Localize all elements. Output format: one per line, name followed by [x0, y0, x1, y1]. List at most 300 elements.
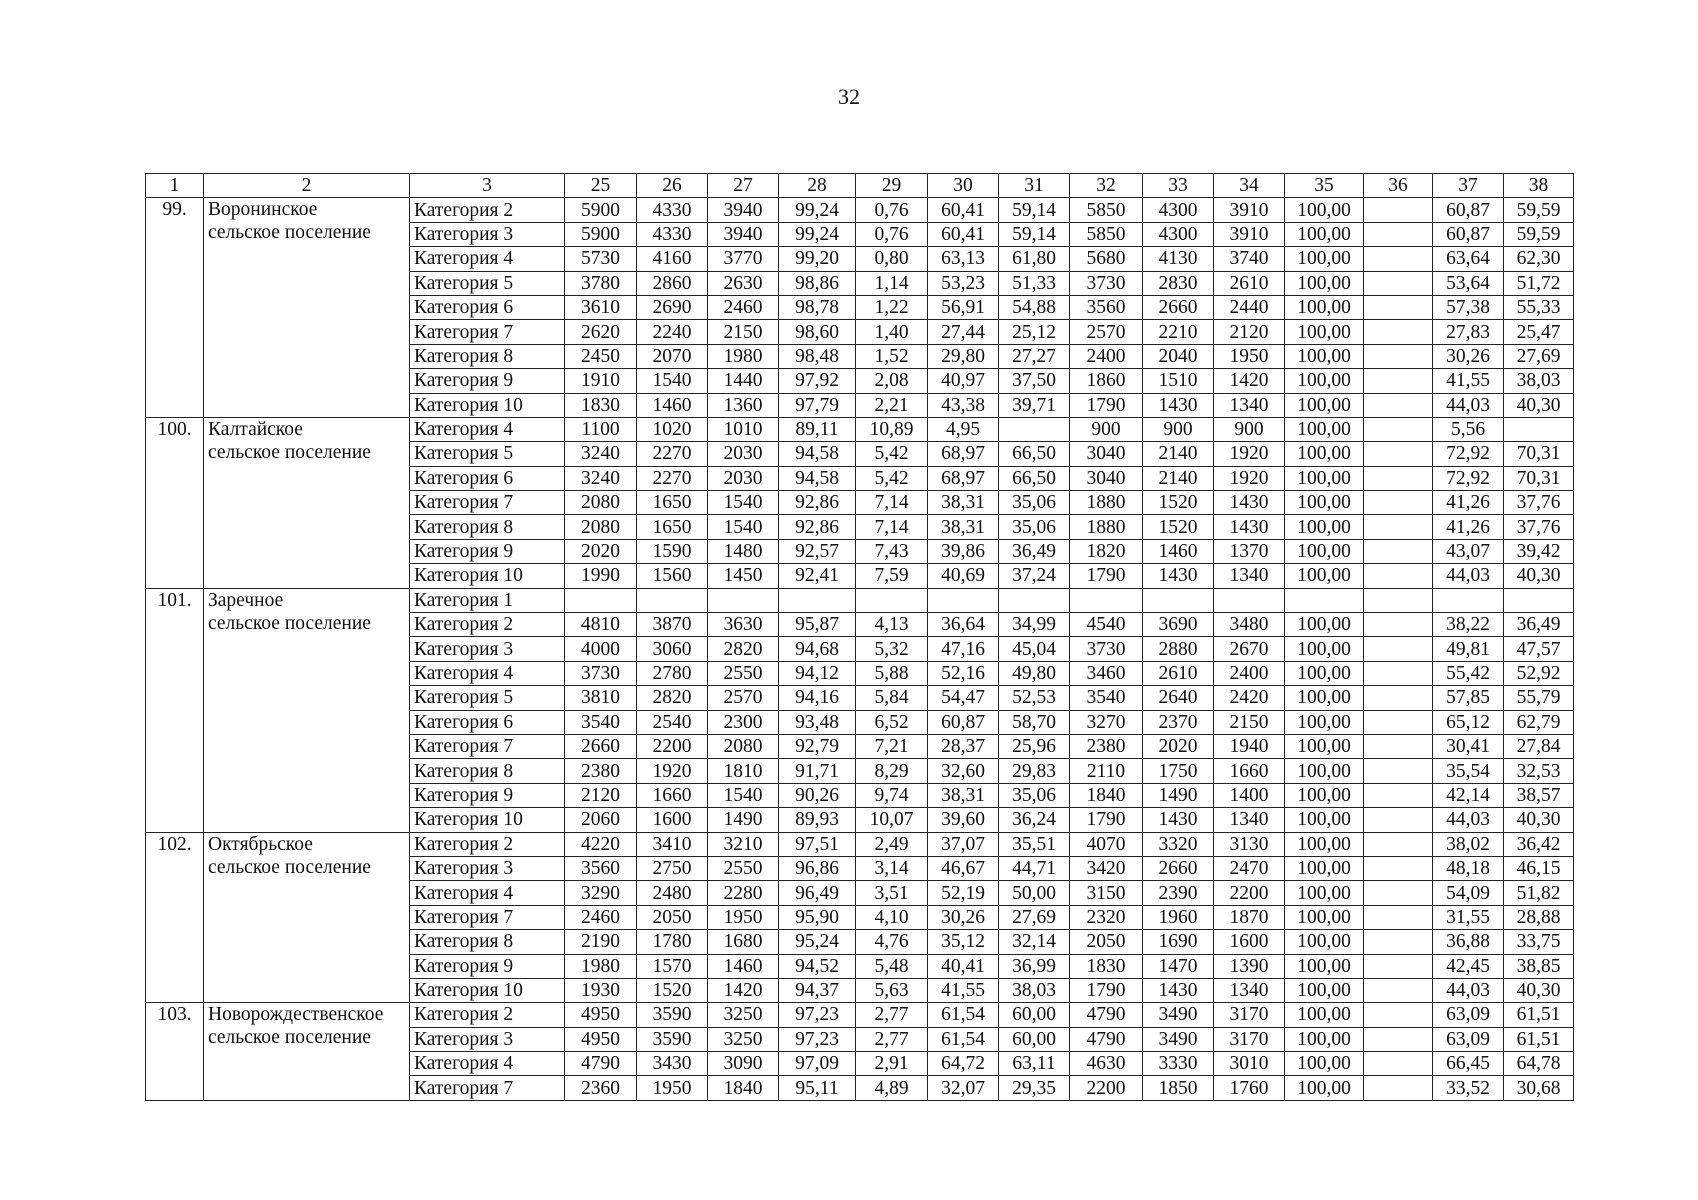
value-cell: 3430 — [637, 1052, 708, 1076]
value-cell: 57,85 — [1433, 686, 1504, 710]
value-cell: 3240 — [565, 442, 637, 466]
value-cell: 1460 — [637, 393, 708, 417]
value-cell: 1960 — [1143, 905, 1214, 929]
value-cell: 100,00 — [1285, 564, 1364, 588]
value-cell — [1070, 588, 1143, 612]
value-cell: 2420 — [1214, 686, 1285, 710]
value-cell: 1560 — [637, 564, 708, 588]
value-cell: 2110 — [1070, 759, 1143, 783]
value-cell: 2270 — [637, 442, 708, 466]
value-cell: 45,04 — [999, 637, 1070, 661]
column-header: 1 — [146, 174, 204, 198]
settlement-name-line: Калтайское — [208, 418, 303, 440]
value-cell: 2030 — [708, 466, 779, 490]
value-cell: 94,37 — [779, 978, 856, 1002]
column-header: 36 — [1364, 174, 1433, 198]
value-cell: 1340 — [1214, 978, 1285, 1002]
value-cell: 63,09 — [1433, 1027, 1504, 1051]
value-cell: 51,33 — [999, 271, 1070, 295]
value-cell: 97,23 — [779, 1003, 856, 1027]
column-header: 37 — [1433, 174, 1504, 198]
value-cell: 92,86 — [779, 491, 856, 515]
category-cell: Категория 10 — [410, 393, 565, 417]
value-cell — [1364, 564, 1433, 588]
value-cell: 1460 — [1143, 539, 1214, 563]
value-cell: 32,14 — [999, 930, 1070, 954]
value-cell: 100,00 — [1285, 1076, 1364, 1100]
value-cell: 2550 — [708, 856, 779, 880]
value-cell: 1850 — [1143, 1076, 1214, 1100]
value-cell: 94,58 — [779, 466, 856, 490]
value-cell: 44,03 — [1433, 978, 1504, 1002]
value-cell: 3330 — [1143, 1052, 1214, 1076]
value-cell: 30,41 — [1433, 734, 1504, 758]
value-cell: 99,24 — [779, 198, 856, 222]
value-cell: 2,21 — [856, 393, 928, 417]
value-cell: 4,76 — [856, 930, 928, 954]
value-cell: 3410 — [637, 832, 708, 856]
value-cell: 98,86 — [779, 271, 856, 295]
category-cell: Категория 5 — [410, 271, 565, 295]
value-cell: 59,59 — [1504, 222, 1574, 246]
value-cell: 94,12 — [779, 661, 856, 685]
value-cell: 100,00 — [1285, 783, 1364, 807]
value-cell: 5,42 — [856, 442, 928, 466]
value-cell: 51,72 — [1504, 271, 1574, 295]
value-cell: 30,68 — [1504, 1076, 1574, 1100]
category-cell: Категория 7 — [410, 1076, 565, 1100]
value-cell: 54,88 — [999, 295, 1070, 319]
value-cell: 2380 — [565, 759, 637, 783]
value-cell — [1364, 783, 1433, 807]
value-cell: 5,84 — [856, 686, 928, 710]
value-cell: 3940 — [708, 222, 779, 246]
value-cell: 1820 — [1070, 539, 1143, 563]
category-cell: Категория 4 — [410, 1052, 565, 1076]
value-cell: 1440 — [708, 369, 779, 393]
value-cell: 2470 — [1214, 856, 1285, 880]
value-cell: 48,18 — [1433, 856, 1504, 880]
category-cell: Категория 1 — [410, 588, 565, 612]
value-cell — [1364, 686, 1433, 710]
value-cell: 4000 — [565, 637, 637, 661]
value-cell: 39,42 — [1504, 539, 1574, 563]
table-row — [146, 198, 1574, 222]
data-table — [145, 173, 1574, 1101]
value-cell: 1790 — [1070, 564, 1143, 588]
value-cell: 4160 — [637, 247, 708, 271]
value-cell: 97,92 — [779, 369, 856, 393]
value-cell: 97,09 — [779, 1052, 856, 1076]
value-cell: 0,76 — [856, 222, 928, 246]
value-cell: 4950 — [565, 1003, 637, 1027]
category-cell: Категория 4 — [410, 881, 565, 905]
value-cell: 56,91 — [928, 295, 999, 319]
value-cell: 2080 — [565, 491, 637, 515]
value-cell: 4810 — [565, 613, 637, 637]
value-cell: 100,00 — [1285, 442, 1364, 466]
value-cell: 62,79 — [1504, 710, 1574, 734]
value-cell: 27,69 — [1504, 344, 1574, 368]
value-cell: 1990 — [565, 564, 637, 588]
value-cell: 61,54 — [928, 1003, 999, 1027]
settlement-name-line: Новорождественское — [208, 1004, 384, 1026]
value-cell — [1364, 1027, 1433, 1051]
value-cell: 96,49 — [779, 881, 856, 905]
value-cell: 92,41 — [779, 564, 856, 588]
value-cell: 3740 — [1214, 247, 1285, 271]
value-cell: 3010 — [1214, 1052, 1285, 1076]
value-cell: 1,40 — [856, 320, 928, 344]
value-cell: 40,69 — [928, 564, 999, 588]
value-cell — [856, 588, 928, 612]
value-cell: 38,31 — [928, 783, 999, 807]
value-cell: 30,26 — [928, 905, 999, 929]
value-cell: 2140 — [1143, 442, 1214, 466]
value-cell: 38,31 — [928, 515, 999, 539]
value-cell: 100,00 — [1285, 466, 1364, 490]
value-cell: 94,16 — [779, 686, 856, 710]
value-cell: 3810 — [565, 686, 637, 710]
value-cell: 100,00 — [1285, 905, 1364, 929]
value-cell: 2280 — [708, 881, 779, 905]
value-cell: 100,00 — [1285, 637, 1364, 661]
value-cell: 1370 — [1214, 539, 1285, 563]
value-cell: 40,41 — [928, 954, 999, 978]
value-cell: 2820 — [708, 637, 779, 661]
value-cell — [1364, 198, 1433, 222]
category-cell: Категория 4 — [410, 247, 565, 271]
value-cell: 2610 — [1143, 661, 1214, 685]
value-cell: 97,51 — [779, 832, 856, 856]
value-cell: 1,14 — [856, 271, 928, 295]
value-cell: 41,26 — [1433, 491, 1504, 515]
column-header: 29 — [856, 174, 928, 198]
value-cell: 2200 — [1214, 881, 1285, 905]
value-cell: 3060 — [637, 637, 708, 661]
value-cell: 36,64 — [928, 613, 999, 637]
value-cell: 60,87 — [928, 710, 999, 734]
value-cell: 51,82 — [1504, 881, 1574, 905]
value-cell: 3540 — [565, 710, 637, 734]
value-cell: 1340 — [1214, 564, 1285, 588]
value-cell: 98,60 — [779, 320, 856, 344]
value-cell: 3590 — [637, 1027, 708, 1051]
value-cell: 100,00 — [1285, 832, 1364, 856]
value-cell: 27,84 — [1504, 734, 1574, 758]
value-cell: 47,57 — [1504, 637, 1574, 661]
category-cell: Категория 7 — [410, 491, 565, 515]
value-cell: 100,00 — [1285, 344, 1364, 368]
column-header: 25 — [565, 174, 637, 198]
value-cell: 94,52 — [779, 954, 856, 978]
table-body — [146, 174, 1574, 1101]
value-cell: 100,00 — [1285, 515, 1364, 539]
value-cell: 64,72 — [928, 1052, 999, 1076]
category-cell: Категория 7 — [410, 734, 565, 758]
value-cell: 95,24 — [779, 930, 856, 954]
value-cell: 64,78 — [1504, 1052, 1574, 1076]
value-cell: 3320 — [1143, 832, 1214, 856]
value-cell — [1143, 588, 1214, 612]
value-cell: 1020 — [637, 417, 708, 441]
value-cell: 62,30 — [1504, 247, 1574, 271]
value-cell — [999, 417, 1070, 441]
value-cell: 3910 — [1214, 198, 1285, 222]
settlement-name — [204, 1003, 410, 1101]
value-cell: 98,78 — [779, 295, 856, 319]
value-cell: 2540 — [637, 710, 708, 734]
value-cell: 38,03 — [999, 978, 1070, 1002]
value-cell: 100,00 — [1285, 686, 1364, 710]
value-cell: 4330 — [637, 198, 708, 222]
column-header: 38 — [1504, 174, 1574, 198]
value-cell: 2150 — [1214, 710, 1285, 734]
value-cell: 57,38 — [1433, 295, 1504, 319]
value-cell: 2320 — [1070, 905, 1143, 929]
value-cell: 44,03 — [1433, 393, 1504, 417]
value-cell: 1980 — [708, 344, 779, 368]
value-cell: 2780 — [637, 661, 708, 685]
value-cell: 3290 — [565, 881, 637, 905]
value-cell: 1,52 — [856, 344, 928, 368]
value-cell: 100,00 — [1285, 1052, 1364, 1076]
category-cell: Категория 6 — [410, 295, 565, 319]
value-cell: 27,44 — [928, 320, 999, 344]
value-cell: 30,26 — [1433, 344, 1504, 368]
value-cell: 1880 — [1070, 515, 1143, 539]
value-cell: 5850 — [1070, 198, 1143, 222]
value-cell: 3870 — [637, 613, 708, 637]
value-cell: 2400 — [1214, 661, 1285, 685]
value-cell: 42,45 — [1433, 954, 1504, 978]
value-cell: 5730 — [565, 247, 637, 271]
value-cell: 54,47 — [928, 686, 999, 710]
settlement-name — [204, 417, 410, 588]
value-cell — [1364, 759, 1433, 783]
value-cell: 1540 — [637, 369, 708, 393]
value-cell: 55,42 — [1433, 661, 1504, 685]
value-cell: 2750 — [637, 856, 708, 880]
row-index: 102. — [146, 832, 204, 1003]
category-cell: Категория 6 — [410, 710, 565, 734]
value-cell: 2,77 — [856, 1003, 928, 1027]
value-cell: 1830 — [1070, 954, 1143, 978]
row-index: 100. — [146, 417, 204, 588]
value-cell: 68,97 — [928, 442, 999, 466]
value-cell: 4220 — [565, 832, 637, 856]
value-cell: 1650 — [637, 515, 708, 539]
value-cell: 1920 — [637, 759, 708, 783]
value-cell: 33,52 — [1433, 1076, 1504, 1100]
value-cell: 89,93 — [779, 808, 856, 832]
value-cell — [1364, 1003, 1433, 1027]
value-cell: 5,88 — [856, 661, 928, 685]
value-cell: 1420 — [708, 978, 779, 1002]
category-cell: Категория 10 — [410, 978, 565, 1002]
settlement-name-line: сельское поселение — [208, 1027, 371, 1049]
value-cell: 2660 — [1143, 295, 1214, 319]
value-cell — [708, 588, 779, 612]
value-cell — [1433, 588, 1504, 612]
value-cell: 63,64 — [1433, 247, 1504, 271]
value-cell: 2880 — [1143, 637, 1214, 661]
value-cell: 7,14 — [856, 491, 928, 515]
value-cell: 37,76 — [1504, 491, 1574, 515]
value-cell: 97,23 — [779, 1027, 856, 1051]
value-cell: 96,86 — [779, 856, 856, 880]
value-cell: 66,50 — [999, 466, 1070, 490]
value-cell: 25,47 — [1504, 320, 1574, 344]
value-cell: 39,71 — [999, 393, 1070, 417]
settlement-name-line: Воронинское — [208, 199, 318, 221]
value-cell: 55,33 — [1504, 295, 1574, 319]
value-cell: 10,89 — [856, 417, 928, 441]
value-cell: 1840 — [1070, 783, 1143, 807]
value-cell: 44,71 — [999, 856, 1070, 880]
settlement-name — [204, 832, 410, 1003]
table-row — [146, 1003, 1574, 1027]
value-cell: 4300 — [1143, 198, 1214, 222]
value-cell — [779, 588, 856, 612]
value-cell: 3490 — [1143, 1027, 1214, 1051]
value-cell: 1430 — [1214, 515, 1285, 539]
category-cell: Категория 2 — [410, 198, 565, 222]
settlement-name-line: сельское поселение — [208, 612, 371, 634]
value-cell: 40,30 — [1504, 393, 1574, 417]
value-cell — [928, 588, 999, 612]
value-cell: 3,14 — [856, 856, 928, 880]
value-cell: 43,07 — [1433, 539, 1504, 563]
value-cell: 1930 — [565, 978, 637, 1002]
column-header: 34 — [1214, 174, 1285, 198]
value-cell: 2050 — [637, 905, 708, 929]
value-cell: 27,69 — [999, 905, 1070, 929]
value-cell: 36,99 — [999, 954, 1070, 978]
value-cell: 39,60 — [928, 808, 999, 832]
category-cell: Категория 9 — [410, 783, 565, 807]
value-cell: 31,55 — [1433, 905, 1504, 929]
value-cell: 2660 — [565, 734, 637, 758]
value-cell: 1490 — [1143, 783, 1214, 807]
value-cell: 47,16 — [928, 637, 999, 661]
value-cell — [1364, 393, 1433, 417]
value-cell: 1690 — [1143, 930, 1214, 954]
value-cell — [1364, 247, 1433, 271]
value-cell: 100,00 — [1285, 539, 1364, 563]
value-cell: 1680 — [708, 930, 779, 954]
value-cell: 27,83 — [1433, 320, 1504, 344]
value-cell: 38,03 — [1504, 369, 1574, 393]
value-cell: 1950 — [1214, 344, 1285, 368]
header-row — [146, 174, 1574, 198]
value-cell: 2380 — [1070, 734, 1143, 758]
value-cell: 3560 — [1070, 295, 1143, 319]
value-cell: 1600 — [1214, 930, 1285, 954]
value-cell — [1364, 978, 1433, 1002]
value-cell — [1364, 539, 1433, 563]
value-cell: 54,09 — [1433, 881, 1504, 905]
value-cell: 1420 — [1214, 369, 1285, 393]
value-cell: 2270 — [637, 466, 708, 490]
value-cell: 2660 — [1143, 856, 1214, 880]
column-header: 33 — [1143, 174, 1214, 198]
value-cell: 70,31 — [1504, 442, 1574, 466]
value-cell: 2370 — [1143, 710, 1214, 734]
value-cell: 1790 — [1070, 393, 1143, 417]
value-cell: 3460 — [1070, 661, 1143, 685]
value-cell: 2550 — [708, 661, 779, 685]
value-cell: 1910 — [565, 369, 637, 393]
value-cell: 100,00 — [1285, 491, 1364, 515]
value-cell: 2200 — [637, 734, 708, 758]
value-cell: 5,56 — [1433, 417, 1504, 441]
value-cell: 100,00 — [1285, 661, 1364, 685]
value-cell: 1980 — [565, 954, 637, 978]
value-cell: 95,90 — [779, 905, 856, 929]
value-cell: 100,00 — [1285, 613, 1364, 637]
category-cell: Категория 8 — [410, 759, 565, 783]
value-cell: 1430 — [1143, 808, 1214, 832]
settlement-name — [204, 588, 410, 832]
value-cell: 60,41 — [928, 198, 999, 222]
value-cell: 3730 — [1070, 637, 1143, 661]
value-cell: 28,37 — [928, 734, 999, 758]
value-cell: 52,16 — [928, 661, 999, 685]
settlement-name-line: Заречное — [208, 589, 284, 611]
value-cell: 100,00 — [1285, 393, 1364, 417]
value-cell: 2,91 — [856, 1052, 928, 1076]
value-cell: 5,42 — [856, 466, 928, 490]
value-cell: 35,51 — [999, 832, 1070, 856]
value-cell: 66,50 — [999, 442, 1070, 466]
value-cell: 98,48 — [779, 344, 856, 368]
value-cell: 37,24 — [999, 564, 1070, 588]
value-cell: 1600 — [637, 808, 708, 832]
value-cell: 1790 — [1070, 808, 1143, 832]
value-cell: 72,92 — [1433, 466, 1504, 490]
value-cell: 2020 — [1143, 734, 1214, 758]
value-cell: 2240 — [637, 320, 708, 344]
value-cell: 36,42 — [1504, 832, 1574, 856]
value-cell: 5,32 — [856, 637, 928, 661]
category-cell: Категория 4 — [410, 417, 565, 441]
value-cell — [1364, 710, 1433, 734]
value-cell: 92,57 — [779, 539, 856, 563]
value-cell: 35,06 — [999, 783, 1070, 807]
value-cell: 58,70 — [999, 710, 1070, 734]
category-cell: Категория 2 — [410, 832, 565, 856]
value-cell: 99,24 — [779, 222, 856, 246]
value-cell — [1364, 417, 1433, 441]
value-cell: 60,87 — [1433, 222, 1504, 246]
category-cell: Категория 9 — [410, 369, 565, 393]
value-cell: 10,07 — [856, 808, 928, 832]
value-cell: 39,86 — [928, 539, 999, 563]
value-cell: 2450 — [565, 344, 637, 368]
value-cell: 2,77 — [856, 1027, 928, 1051]
value-cell: 900 — [1070, 417, 1143, 441]
value-cell: 36,24 — [999, 808, 1070, 832]
value-cell: 1540 — [708, 515, 779, 539]
value-cell: 2140 — [1143, 466, 1214, 490]
value-cell: 2150 — [708, 320, 779, 344]
value-cell: 3610 — [565, 295, 637, 319]
settlement-name-line: сельское поселение — [208, 222, 371, 244]
value-cell — [1364, 344, 1433, 368]
value-cell: 1870 — [1214, 905, 1285, 929]
value-cell — [999, 588, 1070, 612]
